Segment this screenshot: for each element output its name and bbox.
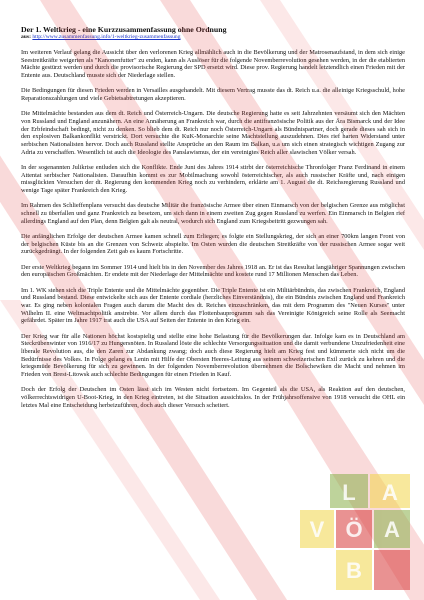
source-link[interactable]: http://www.zusammenfassung.info/1-weltkrieg-zusammenfassung bbox=[32, 34, 181, 40]
logo-letter: L bbox=[342, 480, 356, 505]
paragraph-4: In der sogenannten Julikrise entluden sich die Konflikte. Ende Juni des Jahres 1914 stirbt der österreichische Thronfolger Franz Ferdinand in einem Attentat serbischer Nationalisten. Daraufhin kommt es zur Mobilmachung sowohl österreichischer, als auch russischer Kräfte und, nach einigen missglückten Versuchen der dt. Regierung den kommenden Krieg noch zu verhindern, erklärte am 1. August die dt. Reichsregierung Russland und wenige Tage später Frankreich den Krieg. bbox=[21, 164, 405, 195]
paragraph-10: Doch der Erfolg der Deutschen im Osten lässt sich im Westen nicht fortsetzen. Im Gegenteil als die USA, als Reaktion auf den deutschen, völkerrechtswidrigen U-Boot-Krieg, in den Krieg eintreten, ist die Situation aussichtslos. In der Frühjahrsoffensive von 1918 versucht die OHL ein letztes Mal eine Entscheidung herbeizuführen, doch auch dieser Versuch scheitert. bbox=[21, 386, 405, 409]
paragraph-5: Im Rahmen des Schlieffenplans versucht das deutsche Militär die französische Armee über einen Einmarsch von der belgischen Grenze aus möglichst schnell zu überfallen und ganz Frankreich zu besetzen, um sich dann in einem zweiten Zug gegen Russland zu werfen. Ein Einmarsch in Belgien rief allerdings England auf den Plan, denn Belgien galt als neutral, wodurch sich England zum Kriegsbeitritt gezwungen sah. bbox=[21, 202, 405, 225]
logo-tile bbox=[374, 550, 410, 590]
logo-letter: V bbox=[309, 517, 325, 542]
paragraph-6: Die anfänglichen Erfolge der deutschen Armee kamen schnell zum Erliegen; es folgte ein Stellungskrieg, der sich an einer 700km langen Front von der belgischen Küste bis an die Grenzen von Schweiz abspielte. Im Osten wurden die deutschen Streitkräfte von der russischen Armee sogar weit zurückgedrängt. In der folgenden Zeit gab es kaum Fortschritte. bbox=[21, 233, 405, 256]
paragraph-1: Im weiteren Verlauf gelang die Aussicht über den verlorenen Krieg allmählich auch in die Bevölkerung und der Matrosenaufstand, in dem sich einige Seestreitkräfte weigerten als "Kanonenfutter" zu enden, kann als Auslöser für die folgende Novemberrevolution gesehen werden, in der die etablierten Mächte gestürzt werden und durch die provisorische Regierung der SPD ersetzt wird. Diese prov. Regierung handelt letztendlich einen Frieden mit der Entente aus. Deutschland musste sich der Niederlage stellen. bbox=[21, 49, 405, 80]
logo-letter: B bbox=[346, 558, 362, 583]
document-page bbox=[21, 25, 405, 417]
source-label: aus: bbox=[21, 34, 31, 40]
paragraph-2: Die Bedingungen für diesen Frieden werden in Versailles ausgehandelt. Mit diesem Vertrag musste das dt. Reich u.a. die alleinige Kriegsschuld, hohe Reparationszahlungen und viele Gebietsabtretungen akzeptieren. bbox=[21, 87, 405, 103]
paragraph-7: Der erste Weltkrieg begann im Sommer 1914 und hielt bis in den November des Jahres 1918 an. Er ist das Resultat langjähriger Spannungen zwischen den europäischen Großmächten. Er endete mit der Niederlage der Mittelmächte und kostete rund 17 Millionen Menschen das Leben. bbox=[21, 263, 405, 279]
logo-letter: A bbox=[382, 480, 398, 505]
paragraph-9: Der Krieg war für alle Nationen höchst kostspielig und stellte eine hohe Belastung für die Bevölkerungen dar. Infolge kam es in Deutschland am Steckrübenwinter von 1916/17 zu Hungersnöten. In Russland löste die schlechte Versorgungssituation und die damit verbundene Unzufriedenheit eine liberale Revolution aus, die den Zaren zur Abdankung zwang; doch auch diese Regierung hielt am Krieg fest und kümmerte sich nicht um die Bedürfnisse des Volkes. In Folge gelang es Lenin mit Hilfe der Obersten Heeres-Leitung aus seinem schweizerischen Exil zurück zu kehren und die kriegsmüde Bevölkerung für sich zu gewinnen. In der folgenden Novemberrevolution übernehmen die Bolschewiken die Macht und nehmen im Frieden von Brest-Litowsk auch schlechte Bedingungen für einen Frieden in Kauf. bbox=[21, 332, 405, 379]
document-title: Der 1. Weltkrieg - eine Kurzzusammenfassung ohne Ordnung bbox=[21, 25, 227, 34]
source-line bbox=[21, 34, 405, 41]
logo-letter: A bbox=[384, 517, 400, 542]
paragraph-8: Im 1. WK stehen sich die Triple Entente und die Mittelmächte gegenüber. Die Triple Entente ist ein Militärbündnis, das zwischen Frankreich, England und Russland bestand. Diese entwickelte sich aus der Entente cordiale (herzliches Einverständnis), die ein Bündnis zwischen England und Frankreich war. Es ging neben kolonialen Fragen auch darum die Macht des dt. Reiches einzuschränken, das mit dem Programm des "Neuen Kurses" unter Wilhelm II. eine Weltmachtpolitik anstrebte. Vor allem durch das Flottenbauprogramm sah das Vereinigte Königreich seine Rolle als Seemacht gefährdet. Später im Jahre 1917 trat auch die USA auf Seiten der Entente in den Krieg ein. bbox=[21, 286, 405, 325]
watermark-logo bbox=[300, 474, 416, 592]
paragraph-3: Die Mittelmächte bestanden aus dem dt. Reich und Österreich-Ungarn. Die deutsche Regierung hatte es seit Jahrzehnten versäumt sich den Mächten von Russland und England anzunähern. An eine Annäherung an Frankreich war, durch die antifranzösische Politik aus der Ära Bismarck und der Idee der Erbfeindschaft bedingt, nicht zu denken. So blieb dem dt. Reich nur noch Österreich-Ungarn als Bündnispartner, doch gerade dieses sah sich in den explosiven Balkankonflikt verstrickt. Dort versuchte die KuK-Monarchie seine Machtstellung auszudehnen. Dies rief harten Widerstand unter serbischen Nationalisten hervor. Doch auch Russland stellte Ansprüche an den Raum im Balkan, u.a um sich einen strategisch wichtigen Zugang zur Adria zu verschaffen. Wesentlich ist auch die Ideologie des Panslawismus, der ein vereinigtes Reich aller slawischen Völker versah. bbox=[21, 110, 405, 156]
logo-letter: Ö bbox=[345, 517, 363, 542]
